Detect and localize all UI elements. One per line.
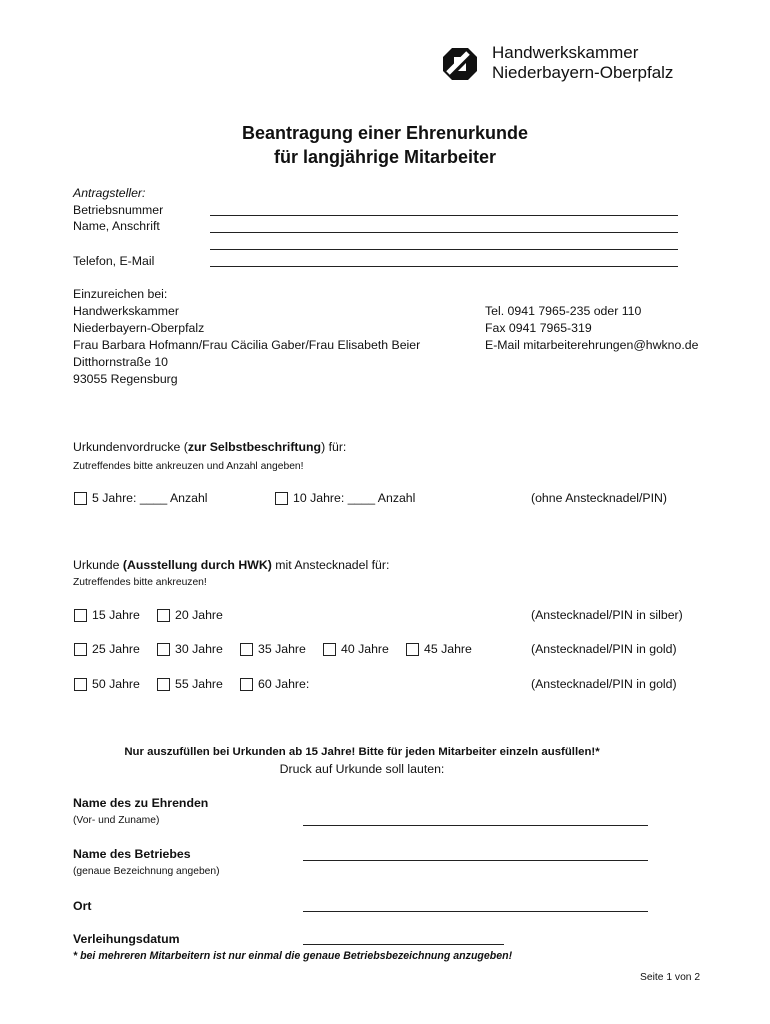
checkbox-20-jahre[interactable] [157, 609, 170, 622]
label-15-jahre: 15 Jahre [92, 608, 140, 622]
label-25-jahre: 25 Jahre [92, 642, 140, 656]
section2-intro: Urkunde (Ausstellung durch HWK) mit Anstecknadel für: [73, 558, 390, 572]
label-10-jahre: 10 Jahre: ____ Anzahl [293, 491, 416, 505]
section1-note: (ohne Anstecknadel/PIN) [531, 491, 668, 505]
checkbox-30-jahre[interactable] [157, 643, 170, 656]
name-anschrift-label: Name, Anschrift [73, 219, 160, 233]
place-label: Ort [73, 899, 92, 913]
date-field[interactable] [303, 944, 504, 945]
checkbox-45-jahre[interactable] [406, 643, 419, 656]
label-5-jahre: 5 Jahre: ____ Anzahl [92, 491, 208, 505]
checkbox-40-jahre[interactable] [323, 643, 336, 656]
label-40-jahre: 40 Jahre [341, 642, 389, 656]
applicant-heading: Antragsteller: [73, 186, 146, 200]
name-anschrift-field[interactable] [210, 232, 678, 233]
honoree-field[interactable] [303, 825, 648, 826]
submit-heading: Einzureichen bei: [73, 287, 168, 301]
honoree-label: Name des zu Ehrenden [73, 796, 209, 810]
address-line: Niederbayern-Oberpfalz [73, 321, 205, 335]
org-name-line1: Handwerkskammer [492, 43, 639, 62]
address-line: Frau Barbara Hofmann/Frau Cäcilia Gaber/Frau Elisabeth Beier [73, 338, 421, 352]
label-20-jahre: 20 Jahre [175, 608, 223, 622]
company-field[interactable] [303, 860, 648, 861]
checkbox-50-jahre[interactable] [74, 678, 87, 691]
place-field[interactable] [303, 911, 648, 912]
address-line: 93055 Regensburg [73, 372, 178, 386]
label-50-jahre: 50 Jahre [92, 677, 140, 691]
label-30-jahre: 30 Jahre [175, 642, 223, 656]
hwk-logo-icon [442, 47, 478, 81]
section3-subnotice: Druck auf Urkunde soll lauten: [279, 762, 445, 776]
org-name-line2: Niederbayern-Oberpfalz [492, 63, 674, 82]
address-line: Handwerkskammer [73, 304, 179, 318]
section1-intro: Urkundenvordrucke (zur Selbstbeschriftung) für: [73, 440, 347, 454]
contact-fax: Fax 0941 7965-319 [485, 321, 592, 335]
checkbox-60-jahre[interactable] [240, 678, 253, 691]
label-60-jahre: 60 Jahre: [258, 677, 310, 691]
company-label: Name des Betriebes [73, 847, 191, 861]
telefon-email-label: Telefon, E-Mail [73, 254, 155, 268]
page-title-line2: für langjährige Mitarbeiter [273, 147, 497, 167]
section3-notice: Nur auszufüllen bei Urkunden ab 15 Jahre! Bitte für jeden Mitarbeiter einzeln ausfüllen!* [124, 746, 600, 758]
name-anschrift-field-2[interactable] [210, 249, 678, 250]
page-title-line1: Beantragung einer Ehrenurkunde [241, 123, 529, 143]
contact-email: E-Mail mitarbeiterehrungen@hwkno.de [485, 338, 699, 352]
checkbox-55-jahre[interactable] [157, 678, 170, 691]
row2-note: (Anstecknadel/PIN in gold) [531, 642, 677, 656]
section2-hint: Zutreffendes bitte ankreuzen! [73, 577, 207, 588]
betriebsnummer-field[interactable] [210, 215, 678, 216]
checkbox-15-jahre[interactable] [74, 609, 87, 622]
footnote: * bei mehreren Mitarbeitern ist nur einmal die genaue Betriebsbezeichnung anzugeben! [73, 950, 513, 962]
checkbox-5-jahre[interactable] [74, 492, 87, 505]
contact-phone: Tel. 0941 7965-235 oder 110 [485, 304, 642, 318]
label-45-jahre: 45 Jahre [424, 642, 472, 656]
checkbox-25-jahre[interactable] [74, 643, 87, 656]
row1-note: (Anstecknadel/PIN in silber) [531, 608, 683, 622]
label-35-jahre: 35 Jahre [258, 642, 306, 656]
page-number: Seite 1 von 2 [640, 972, 701, 983]
label-55-jahre: 55 Jahre [175, 677, 223, 691]
checkbox-35-jahre[interactable] [240, 643, 253, 656]
company-hint: (genaue Bezeichnung angeben) [73, 866, 220, 877]
honoree-hint: (Vor- und Zuname) [73, 815, 160, 826]
betriebsnummer-label: Betriebsnummer [73, 203, 164, 217]
telefon-email-field[interactable] [210, 266, 678, 267]
date-label: Verleihungsdatum [73, 932, 180, 946]
row3-note: (Anstecknadel/PIN in gold) [531, 677, 677, 691]
section1-hint: Zutreffendes bitte ankreuzen und Anzahl angeben! [73, 461, 304, 472]
address-line: Ditthornstraße 10 [73, 355, 169, 369]
checkbox-10-jahre[interactable] [275, 492, 288, 505]
